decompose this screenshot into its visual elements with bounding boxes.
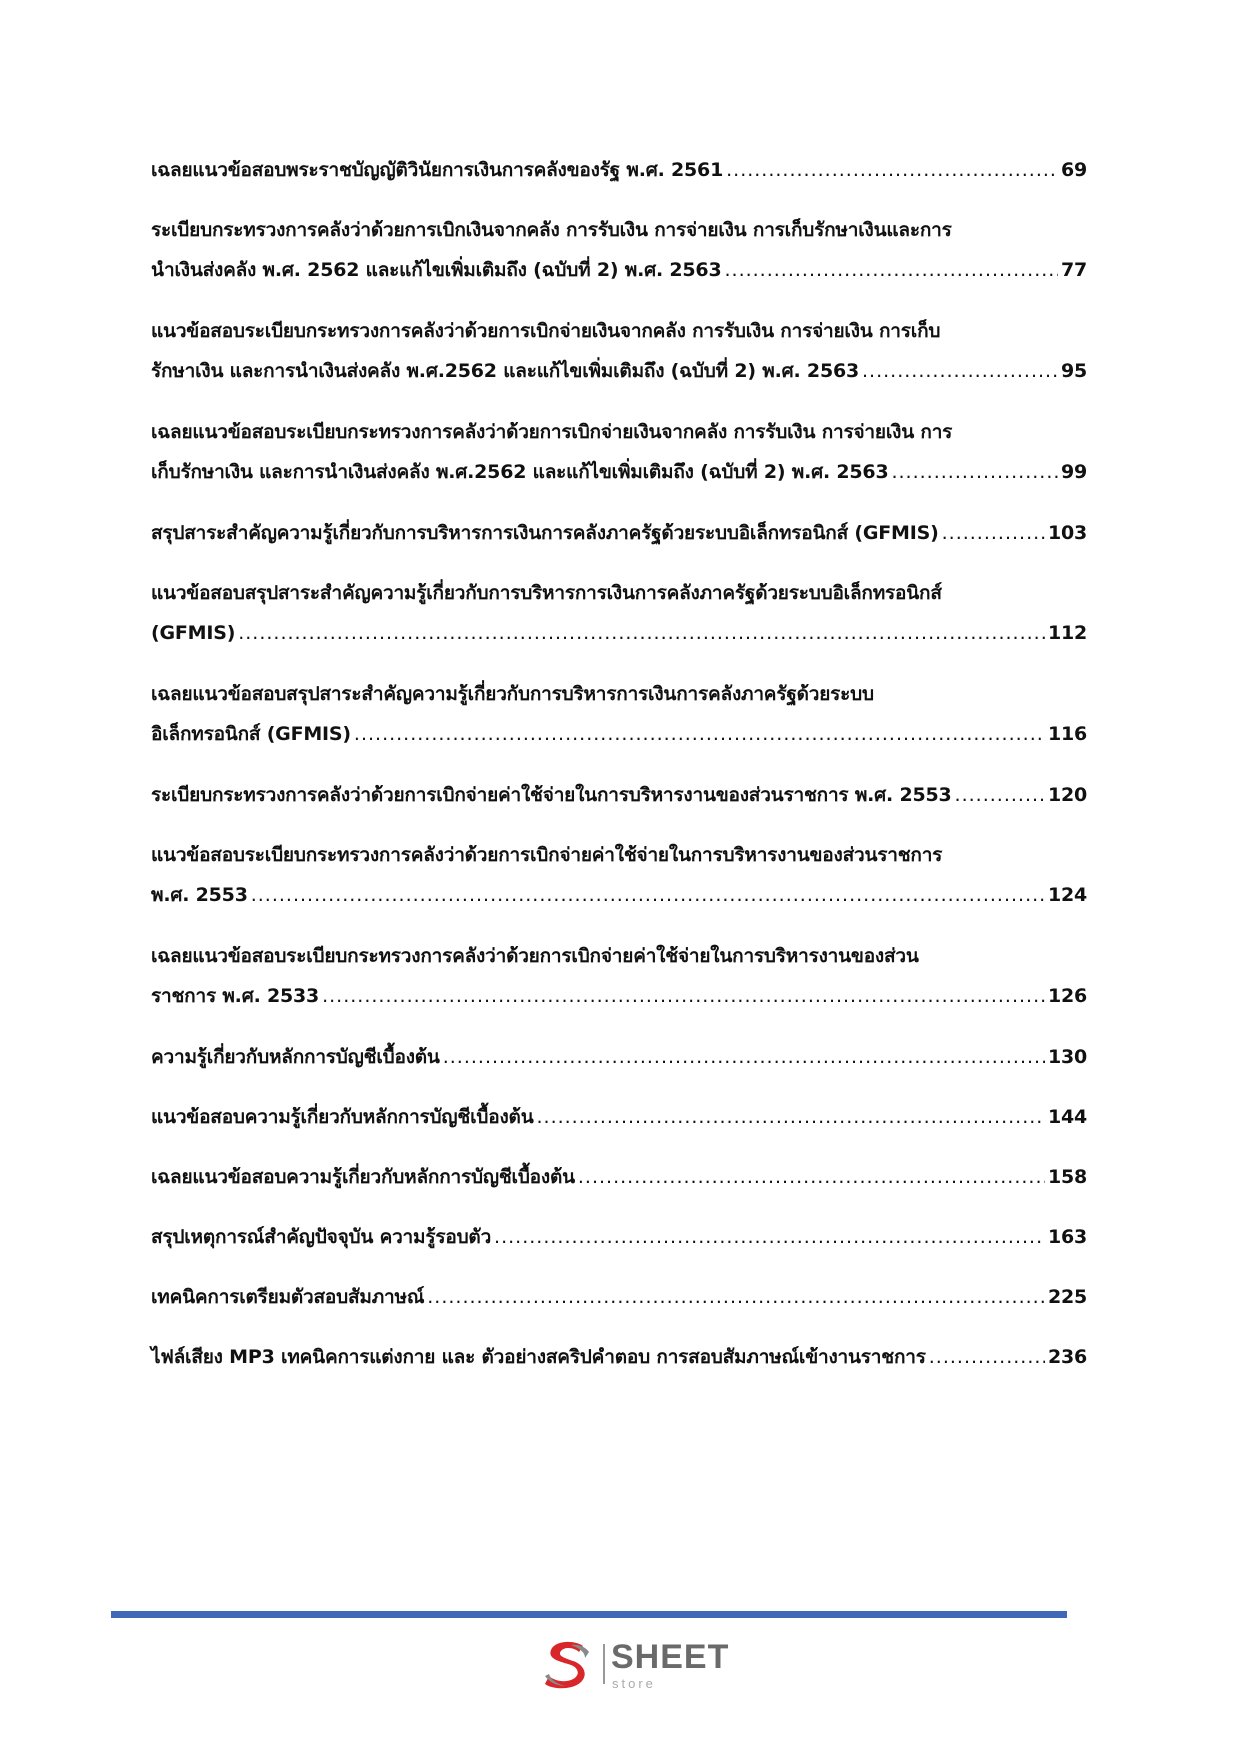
toc-page-number: 225 [1047, 1286, 1087, 1308]
toc-entry-row [151, 1037, 1087, 1077]
toc-page-number: 116 [1047, 723, 1087, 745]
dot-leader [443, 1037, 1045, 1077]
table-of-contents [151, 150, 1087, 1397]
footer-divider [111, 1611, 1067, 1618]
toc-entry[interactable] [151, 1277, 1087, 1317]
toc-entry-title-line: รักษาเงิน และการนำเงินส่งคลัง พ.ศ.2562 และแก้ไขเพิ่มเติมถึง (ฉบับที่ 2) พ.ศ. 2563 [151, 360, 860, 382]
toc-entry-title-line: เฉลยแนวข้อสอบสรุปสาระสำคัญความรู้เกี่ยวกับการบริหารการเงินการคลังภาครัฐด้วยระบบ [151, 683, 874, 705]
logo-divider [603, 1644, 605, 1684]
toc-entry-title-line: เก็บรักษาเงิน และการนำเงินส่งคลัง พ.ศ.2562 และแก้ไขเพิ่มเติมถึง (ฉบับที่ 2) พ.ศ. 2563 [151, 461, 889, 483]
toc-page-number: 236 [1047, 1346, 1087, 1368]
toc-entry-row [151, 1277, 1087, 1317]
toc-entry-row [151, 250, 1087, 290]
dot-leader [929, 1337, 1045, 1377]
logo-text: SHEET [611, 1638, 730, 1676]
toc-entry-title-line: แนวข้อสอบความรู้เกี่ยวกับหลักการบัญชีเบื้องต้น [151, 1106, 534, 1128]
dot-leader [726, 150, 1058, 190]
toc-entry-title-line: เฉลยแนวข้อสอบระเบียบกระทรวงการคลังว่าด้วยการเบิกจ่ายค่าใช้จ่ายในการบริหารงานของส่วน [151, 945, 919, 967]
dot-leader [955, 775, 1045, 815]
toc-entry-title-line: นำเงินส่งคลัง พ.ศ. 2562 และแก้ไขเพิ่มเติมถึง (ฉบับที่ 2) พ.ศ. 2563 [151, 259, 722, 281]
dot-leader [862, 351, 1058, 391]
toc-entry-title-line: เฉลยแนวข้อสอบระเบียบกระทรวงการคลังว่าด้วยการเบิกจ่ายเงินจากคลัง การรับเงิน การจ่ายเงิน การ [151, 421, 953, 443]
toc-page-number: 120 [1047, 784, 1087, 806]
toc-entry-title-line: แนวข้อสอบระเบียบกระทรวงการคลังว่าด้วยการเบิกจ่ายเงินจากคลัง การรับเงิน การจ่ายเงิน การเก็บ [151, 320, 941, 342]
dot-leader [427, 1277, 1045, 1317]
toc-entry-title-line: เทคนิคการเตรียมตัวสอบสัมภาษณ์ [151, 1286, 425, 1308]
toc-entry-row [151, 1337, 1087, 1377]
toc-entry[interactable] [151, 513, 1087, 553]
toc-entry-title-line: อิเล็กทรอนิกส์ (GFMIS) [151, 723, 351, 745]
logo-subtext: store [612, 1676, 656, 1691]
toc-entry-row [151, 452, 1087, 492]
toc-page-number: 77 [1060, 259, 1087, 281]
toc-page-number: 112 [1047, 622, 1087, 644]
toc-entry-title-line: ไฟล์เสียง MP3 เทคนิคการแต่งกาย และ ตัวอย่างสคริปคำตอบ การสอบสัมภาษณ์เข้างานราชการ [151, 1346, 926, 1368]
dot-leader [578, 1157, 1045, 1197]
toc-entry-title-line: สรุปเหตุการณ์สำคัญปัจจุบัน ความรู้รอบตัว [151, 1226, 492, 1248]
toc-entry-row [151, 513, 1087, 553]
toc-entry-row [151, 150, 1087, 190]
toc-entry[interactable] [151, 1037, 1087, 1077]
toc-entry[interactable] [151, 1157, 1087, 1197]
toc-entry-title-line: แนวข้อสอบระเบียบกระทรวงการคลังว่าด้วยการเบิกจ่ายค่าใช้จ่ายในการบริหารงานของส่วนราชการ [151, 844, 943, 866]
dot-leader [354, 714, 1045, 754]
toc-page-number: 130 [1047, 1046, 1087, 1068]
sheet-store-logo [539, 1636, 730, 1694]
toc-entry-row [151, 1097, 1087, 1137]
dot-leader [536, 1097, 1044, 1137]
toc-entry[interactable] [151, 573, 1087, 653]
toc-entry[interactable] [151, 674, 1087, 754]
toc-entry-title-line: ความรู้เกี่ยวกับหลักการบัญชีเบื้องต้น [151, 1046, 440, 1068]
toc-entry-row [151, 976, 1087, 1016]
toc-page-number: 95 [1060, 360, 1087, 382]
toc-entry-title-line: พ.ศ. 2553 [151, 884, 248, 906]
toc-page-number: 69 [1060, 159, 1087, 181]
toc-entry-title-line: แนวข้อสอบสรุปสาระสำคัญความรู้เกี่ยวกับการบริหารการเงินการคลังภาครัฐด้วยระบบอิเล็กทรอนิกส์ [151, 582, 942, 604]
dot-leader [238, 613, 1045, 653]
toc-page-number: 124 [1047, 884, 1087, 906]
toc-page-number: 126 [1047, 985, 1087, 1007]
toc-entry-title-line: สรุปสาระสำคัญความรู้เกี่ยวกับการบริหารการเงินการคลังภาครัฐด้วยระบบอิเล็กทรอนิกส์ (GFMIS) [151, 522, 939, 544]
toc-entry[interactable] [151, 775, 1087, 815]
toc-entry-row [151, 714, 1087, 754]
toc-entry-row [151, 775, 1087, 815]
dot-leader [724, 250, 1057, 290]
dot-leader [322, 976, 1045, 1016]
toc-entry-title-line: เฉลยแนวข้อสอบความรู้เกี่ยวกับหลักการบัญชีเบื้องต้น [151, 1166, 575, 1188]
toc-entry[interactable] [151, 1217, 1087, 1257]
toc-page-number: 99 [1060, 461, 1087, 483]
toc-entry-title-line: (GFMIS) [151, 622, 236, 644]
toc-entry[interactable] [151, 1337, 1087, 1377]
toc-entry-row [151, 1157, 1087, 1197]
toc-entry-title-line: ราชการ พ.ศ. 2533 [151, 985, 320, 1007]
toc-entry-row [151, 1217, 1087, 1257]
toc-entry-row [151, 351, 1087, 391]
dot-leader [942, 513, 1045, 553]
toc-entry[interactable] [151, 150, 1087, 190]
dot-leader [891, 452, 1057, 492]
toc-entry[interactable] [151, 412, 1087, 492]
toc-page-number: 103 [1047, 522, 1087, 544]
toc-entry-row [151, 613, 1087, 653]
dot-leader [251, 875, 1045, 915]
toc-entry[interactable] [151, 311, 1087, 391]
toc-entry-title-line: ระเบียบกระทรวงการคลังว่าด้วยการเบิกจ่ายค่าใช้จ่ายในการบริหารงานของส่วนราชการ พ.ศ. 2553 [151, 784, 952, 806]
toc-entry-row [151, 875, 1087, 915]
toc-page-number: 144 [1047, 1106, 1087, 1128]
toc-entry-title-line: เฉลยแนวข้อสอบพระราชบัญญัติวินัยการเงินการคลังของรัฐ พ.ศ. 2561 [151, 159, 724, 181]
toc-entry[interactable] [151, 1097, 1087, 1137]
toc-entry[interactable] [151, 936, 1087, 1016]
toc-entry-title-line: ระเบียบกระทรวงการคลังว่าด้วยการเบิกเงินจากคลัง การรับเงิน การจ่ายเงิน การเก็บรักษาเงินและการ [151, 219, 952, 241]
toc-entry[interactable] [151, 210, 1087, 290]
toc-page-number: 158 [1047, 1166, 1087, 1188]
dot-leader [494, 1217, 1045, 1257]
toc-page-number: 163 [1047, 1226, 1087, 1248]
sheet-store-s-icon [539, 1636, 599, 1692]
toc-entry[interactable] [151, 835, 1087, 915]
